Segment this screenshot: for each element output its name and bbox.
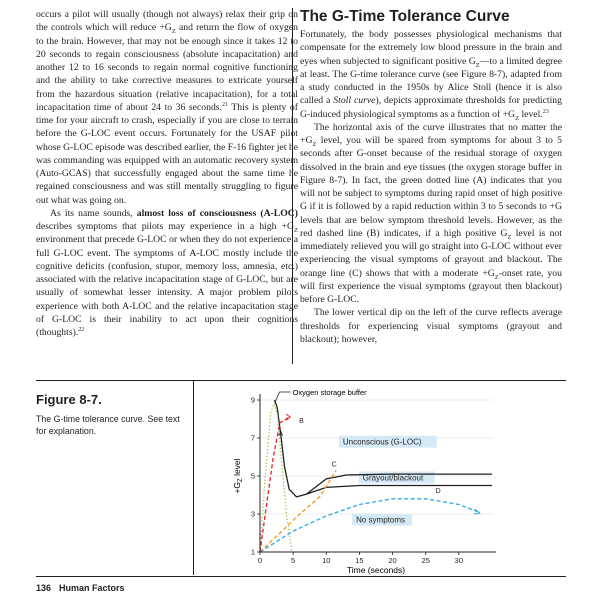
- grayout-region-label: Grayout/blackout: [362, 473, 424, 483]
- x-tick-label: 20: [388, 556, 397, 565]
- y-tick-label: 5: [250, 471, 255, 481]
- y-tick-label: 9: [250, 395, 255, 405]
- right-column: [300, 8, 562, 346]
- x-tick-label: 10: [322, 556, 331, 565]
- x-tick-label: 15: [355, 556, 364, 565]
- figure-title: Figure 8-7.: [36, 392, 102, 407]
- gridlines: [260, 400, 492, 514]
- series-label-B: B: [299, 417, 304, 425]
- right-paragraph-1: Fortunately, the body possesses physiological mechanisms that compensate for the extremely low blood pressure in the brain and eyes when subjected to significant positive $G_Z—to$ a limited degree at least. The G-time tolerance curve (see Figure 8-7), adapted from a study conducted in the 1950s by Alice Stoll (hence it is also called a Stoll curve), depicts approximate thresholds for predicting G-induced physiological symptoms as a function of $+G_Z$ level.$^{23}$: [300, 29, 562, 122]
- series-label-D: D: [435, 488, 441, 496]
- x-tick-label: 0: [257, 556, 263, 565]
- right-paragraph-3: The lower vertical dip on the left of the curve reflects average thresholds for experiencing visual symptoms (grayout and blackout); however,: [300, 307, 562, 345]
- g-time-tolerance-chart: [200, 382, 520, 577]
- y-tick-label: 7: [250, 433, 255, 443]
- x-tick-label: 30: [454, 556, 464, 565]
- left-paragraph-1: occurs a pilot will usually (though not always) relax their grip on the controls which will reduce $+G_Z$ and return the flow of oxygen to the brain. However, that may not be enough since it takes 12 to 20 seconds to regain consciousness (absolute incapacitation) and another 12 to 16 seconds to regain normal cognitive functioning and the ability to take corrective measures to extricate yourself from the hazardous situation (relative incapacitation), for a total incapacitation time of about 24 to 36 seconds.$^{21}$ This is plenty of time for your aircraft to crash, especially if you are close to terrain before the G-LOC event occurs. Fortunately for the USAF pilot whose G-LOC episode was described earlier, the F-16 fighter jet he was commanding was equipped with an automatic recovery system (Auto-GCAS) that successfully engaged about the same time he regained consciousness and was still mentally struggling to figure out what was going on.: [36, 9, 298, 206]
- page-number: 136: [36, 583, 52, 593]
- column-divider: [292, 8, 293, 364]
- series-label-A: A: [278, 431, 284, 439]
- y-tick-label: 1: [250, 547, 255, 557]
- series-label-C: C: [331, 461, 337, 469]
- y-tick-label: 3: [250, 509, 255, 519]
- x-tick-label: 25: [421, 556, 430, 565]
- figure-divider: [193, 380, 194, 575]
- running-title: Human Factors: [59, 583, 125, 593]
- series-B-arrowhead: [286, 414, 290, 420]
- series-line-B: [260, 417, 289, 552]
- left-paragraph-2: As its name sounds, almost loss of consciousness (A-LOC) describes symptoms that pilots may experience in a high $+G_Z$ environment that precede G-LOC or when they do not experience a full G-LOC event. The symptoms of A-LOC mostly include the cognitive deficits (confusion, stupor, memory loss, amnesia, etc.) associated with the relative incapacitation stage of G-LOC, but are usually of somewhat lesser intensity. A major problem pilots experience with both A-LOC and the relative incapacitation stage of G-LOC is their inability to act upon their cognitions (thoughts).$^{22}$: [36, 207, 299, 338]
- right-paragraph-2: The horizontal axis of the curve illustrates that no matter the $+G_Z$ level, you will be spared from symptoms for about 3 to 5 seconds after G-onset because of the residual storage of oxygen dissolved in the brain and eye tissues (the oxygen storage buffer in Figure 8-7). In fact, the green dotted line (A) indicates that you will not be subject to symptoms during rapid onset of high positive G if it is followed by a rapid reduction within 3 to 5 seconds to +G levels that are below symptom threshold levels. However, as the red dashed line (B) indicates, if a high positive $G_Z$ level is not immediately relieved you will go straight into G-LOC without ever experiencing the visual symptoms of grayout and blackout. The orange line (C) shows that with a moderate $+G_Z$-onset rate, you will first experience the visual symptoms (grayout then blackout) before G-LOC.: [300, 121, 562, 305]
- figure-caption: The G-time tolerance curve. See text for explanation.: [36, 414, 180, 436]
- page-footer: [36, 583, 125, 593]
- oxygen-buffer-label: Oxygen storage buffer: [292, 388, 367, 397]
- buffer-leader-line: [275, 392, 291, 403]
- unconscious-region-label: Unconscious (G-LOC): [342, 437, 422, 447]
- x-tick-label: 5: [291, 556, 296, 565]
- x-axis-label: Time (seconds): [346, 565, 406, 575]
- section-title: The G-Time Tolerance Curve: [300, 8, 510, 25]
- left-column: [36, 8, 298, 339]
- series-line-C: [260, 470, 336, 552]
- y-axis-label: $+G_Z$ level: [232, 458, 244, 494]
- no-symptoms-label: No symptoms: [356, 515, 406, 525]
